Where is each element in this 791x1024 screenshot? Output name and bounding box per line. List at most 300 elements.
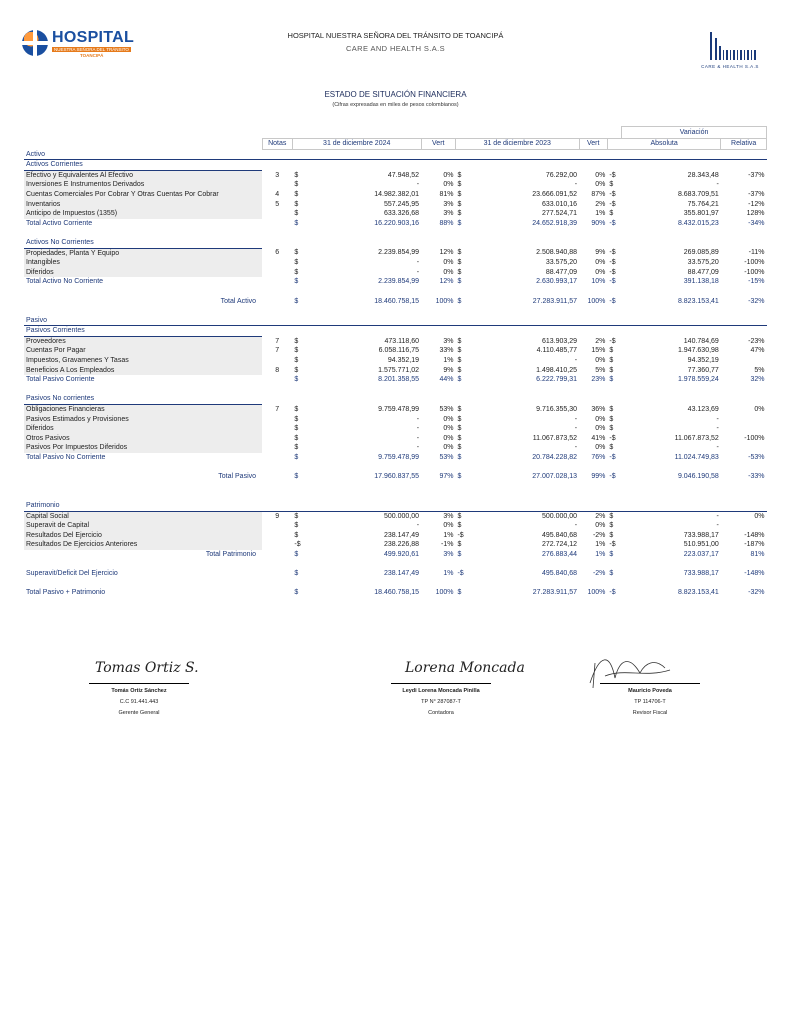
currency-2024: $ — [294, 473, 299, 481]
abs-variation: 355.801,97 — [683, 210, 719, 218]
row-label: Otros Pasivos — [24, 434, 262, 444]
nota — [262, 375, 292, 385]
abs-variation: 9.046.190,58 — [677, 473, 719, 481]
signer-role: Gerente General — [118, 710, 160, 716]
absoluta-header: Absoluta — [607, 139, 720, 150]
value-2023: 27.283.911,57 — [532, 589, 578, 597]
report-subtitle: (Cifras expresadas en miles de pesos colombianos) — [332, 102, 459, 108]
total-row — [24, 550, 767, 560]
year-2023-header: 31 de diciembre 2023 — [455, 139, 579, 150]
value-2023: 6.222.799,31 — [536, 376, 578, 384]
value-2024: 2.239.854,99 — [378, 278, 420, 286]
line-item-row — [24, 415, 767, 425]
total-row — [24, 297, 767, 307]
signer-name: Tomás Ortiz Sánchez — [111, 688, 167, 694]
currency-var: $ — [609, 366, 614, 374]
abs-variation: 8.823.153,41 — [677, 589, 719, 597]
spacer-row — [24, 385, 767, 395]
vert-2024: 12% — [439, 278, 454, 286]
vert-2024: 53% — [439, 454, 454, 461]
row-label: Resultados Del Ejercicio — [24, 531, 262, 541]
currency-2024: $ — [294, 512, 299, 520]
nota — [262, 453, 292, 463]
value-2024: 17.960.837,55 — [374, 473, 420, 481]
nota — [262, 434, 292, 444]
vert-2024: 33% — [439, 347, 454, 355]
currency-2024: $ — [294, 454, 299, 461]
currency-2023: $ — [457, 190, 462, 198]
rel-variation — [721, 424, 767, 434]
abs-variation: 94.352,19 — [687, 357, 719, 365]
vert-2024: 12% — [439, 249, 454, 257]
rel-variation: -32% — [748, 589, 765, 597]
rel-variation: -37% — [748, 190, 765, 198]
row-label: Total Pasivo No Corriente — [26, 454, 106, 461]
signature-script-gerente: Tomas Ortiz S. — [95, 660, 199, 676]
value-2024: - — [416, 425, 420, 433]
row-label: Total Activo — [220, 297, 257, 305]
currency-2024: $ — [294, 268, 299, 276]
vert-2023: 0% — [595, 415, 606, 423]
vert-2024: 44% — [439, 376, 454, 384]
currency-2024: $ — [294, 219, 299, 227]
abs-variation: - — [716, 415, 719, 423]
subtotal-row — [24, 219, 767, 229]
value-2024: 18.460.758,15 — [374, 297, 420, 305]
rel-variation: -100% — [744, 268, 765, 276]
vert-2023: 23% — [591, 376, 606, 384]
currency-2024: $ — [294, 376, 299, 384]
year-2024-header: 31 de diciembre 2024 — [292, 139, 421, 150]
currency-2024: $ — [294, 297, 299, 305]
signer-name: Mauricio Poveda — [628, 688, 672, 694]
vert-2024: 3% — [443, 337, 454, 345]
subtotal-row — [24, 277, 767, 287]
nota: 7 — [275, 337, 280, 345]
vert-2024: 3% — [443, 550, 454, 558]
nota: 7 — [275, 405, 280, 413]
nota — [262, 588, 292, 598]
vert-2024-header: Vert — [421, 139, 455, 150]
value-2023: - — [574, 181, 578, 189]
currency-2024: $ — [294, 210, 299, 218]
section-header — [24, 394, 767, 404]
line-item-row — [24, 424, 767, 434]
currency-2023: $ — [457, 550, 462, 558]
nota: 9 — [275, 512, 280, 520]
line-item-row — [24, 258, 767, 268]
abs-variation: 140.784,69 — [683, 337, 719, 345]
value-2023: 27.007.028,13 — [532, 473, 578, 481]
rel-variation: -12% — [748, 200, 765, 208]
vert-2023: 1% — [595, 550, 606, 558]
line-item-row — [24, 443, 767, 453]
currency-var: -$ — [609, 249, 616, 257]
vert-2024: 100% — [435, 297, 454, 305]
currency-var: -$ — [609, 278, 616, 286]
rel-variation: 81% — [750, 550, 765, 558]
financial-statement-table — [24, 126, 767, 598]
value-2023: - — [574, 415, 578, 423]
row-label: Propiedades, Planta Y Equipo — [24, 248, 262, 258]
line-item-row — [24, 209, 767, 219]
rel-variation: -32% — [748, 297, 765, 305]
nota — [262, 415, 292, 425]
value-2024: 8.201.358,55 — [378, 376, 420, 384]
line-item-row — [24, 180, 767, 190]
nota — [262, 277, 292, 287]
row-label: Anticipo de Impuestos (1355) — [24, 209, 262, 219]
value-2023: 33.575,20 — [545, 259, 578, 267]
value-2023: 277.524,71 — [541, 210, 578, 218]
spacer-row — [24, 579, 767, 589]
nota — [262, 424, 292, 434]
signer-name: Leydi Lorena Moncada Pinilla — [402, 688, 480, 694]
vert-2023: 0% — [595, 268, 606, 276]
row-label: Pasivos Por Impuestos Diferidos — [24, 443, 262, 453]
vert-2024: 0% — [443, 259, 454, 267]
vert-2024: 97% — [439, 473, 454, 481]
abs-variation: 510.951,00 — [683, 541, 719, 549]
currency-2024: $ — [294, 190, 299, 198]
vert-2024: 0% — [443, 434, 454, 442]
signer-id: TP N° 287087-T — [421, 699, 461, 705]
abs-variation: - — [716, 425, 719, 433]
currency-2024: $ — [294, 357, 299, 365]
row-label: Pasivos Estimados y Provisiones — [24, 415, 262, 425]
nota: 5 — [275, 200, 280, 208]
vert-2023: 10% — [591, 278, 606, 286]
subtotal-row — [24, 375, 767, 385]
value-2023: - — [574, 522, 578, 530]
currency-2024: $ — [294, 171, 299, 179]
report-title: ESTADO DE SITUACIÓN FINANCIERA — [324, 90, 467, 99]
vert-2023: 5% — [595, 366, 606, 374]
nota: 3 — [275, 171, 280, 179]
currency-var: -$ — [609, 337, 616, 345]
abs-variation: 1.978.559,24 — [677, 376, 719, 384]
nota — [262, 521, 292, 531]
vert-2024: 100% — [435, 589, 454, 597]
currency-2023: $ — [457, 541, 462, 549]
vert-2023: 2% — [595, 337, 606, 345]
currency-2024: $ — [294, 249, 299, 257]
currency-2023: $ — [457, 366, 462, 374]
currency-2024: $ — [294, 200, 299, 208]
vert-2023: 90% — [591, 219, 606, 227]
rel-variation: -100% — [744, 434, 765, 442]
row-label: Total Patrimonio — [205, 550, 257, 558]
currency-var: -$ — [609, 589, 616, 597]
value-2023: 2.630.993,17 — [536, 278, 578, 286]
line-item-row — [24, 356, 767, 366]
abs-variation: 223.037,17 — [683, 550, 719, 558]
currency-var: $ — [609, 210, 614, 218]
column-header-row — [24, 139, 767, 150]
nota: 6 — [275, 249, 280, 257]
value-2023: 2.508.940,88 — [536, 249, 578, 257]
value-2023: 495.840,68 — [541, 570, 578, 578]
rel-variation: -187% — [744, 541, 765, 549]
vert-2023: 87% — [591, 190, 606, 198]
care-health-logo-text: CARE & HEALTH S.A.S — [701, 64, 759, 69]
logo-subtitle: NUESTRA SEÑORA DEL TRÁNSITO — [54, 47, 129, 52]
currency-2024: $ — [294, 522, 299, 530]
vert-2023: 99% — [591, 473, 606, 481]
abs-variation: - — [716, 444, 719, 452]
nota: 7 — [275, 347, 280, 355]
value-2023: 272.724,12 — [541, 541, 578, 549]
currency-2024: $ — [294, 181, 299, 189]
row-label: Pasivos Corrientes — [24, 326, 262, 337]
row-label: Total Pasivo + Patrimonio — [26, 589, 106, 597]
currency-2023: $ — [457, 171, 462, 179]
vert-2023: 0% — [595, 171, 606, 179]
row-label: Total Activo No Corriente — [26, 278, 104, 286]
currency-2024: $ — [294, 531, 299, 539]
vert-2024: 53% — [439, 405, 454, 413]
row-label: Pasivo — [24, 316, 767, 326]
currency-var: -$ — [609, 190, 616, 198]
vert-2024: 9% — [443, 366, 454, 374]
vert-2024: 3% — [443, 210, 454, 218]
rel-variation — [721, 415, 767, 425]
spacer-row — [24, 491, 767, 501]
currency-var: -$ — [609, 171, 616, 179]
signature-gerente — [64, 683, 214, 716]
row-label: Diferidos — [24, 424, 262, 434]
section-header — [24, 326, 767, 337]
vert-2023: 0% — [595, 181, 606, 189]
vert-2024: 0% — [443, 171, 454, 179]
currency-var: $ — [609, 522, 614, 530]
value-2024: 47.948,52 — [387, 171, 420, 179]
currency-var: $ — [609, 570, 614, 578]
line-item-row — [24, 521, 767, 531]
value-2024: 9.759.478,99 — [378, 405, 420, 413]
row-label: Total Pasivo — [218, 473, 257, 481]
row-label: Total Pasivo Corriente — [26, 376, 95, 384]
vert-2023: 1% — [595, 541, 606, 549]
rel-variation: 32% — [750, 376, 765, 384]
value-2023: 88.477,09 — [545, 268, 578, 276]
row-label: Total Activo Corriente — [26, 219, 93, 227]
nota — [262, 550, 292, 560]
signer-id: C.C 91.441.443 — [119, 699, 159, 705]
value-2024: - — [416, 259, 420, 267]
total-row — [24, 472, 767, 482]
currency-var: -$ — [609, 219, 616, 227]
value-2023: 20.784.228,82 — [532, 454, 578, 461]
abs-variation: 269.085,89 — [683, 249, 719, 257]
nota — [262, 297, 292, 307]
vert-2024: 0% — [443, 415, 454, 423]
currency-var: -$ — [609, 259, 616, 267]
vert-2023: 76% — [591, 454, 606, 461]
rel-variation: 0% — [754, 405, 765, 413]
line-item-row — [24, 531, 767, 541]
variacion-header: Variación — [622, 127, 767, 139]
currency-var: -$ — [609, 473, 616, 481]
rel-variation: -148% — [744, 570, 765, 578]
currency-var: $ — [609, 415, 614, 423]
currency-var: -$ — [609, 297, 616, 305]
rel-variation: -148% — [744, 531, 765, 539]
vert-2023: 100% — [587, 589, 606, 597]
currency-var: $ — [609, 550, 614, 558]
currency-2024: $ — [294, 415, 299, 423]
row-label: Pasivos No corrientes — [24, 394, 262, 404]
currency-2023: $ — [457, 415, 462, 423]
vert-2023: -2% — [592, 570, 606, 578]
currency-2023: $ — [457, 473, 462, 481]
line-item-row — [24, 190, 767, 200]
currency-2023: $ — [457, 181, 462, 189]
nota — [262, 209, 292, 219]
currency-var: $ — [609, 444, 614, 452]
variacion-header-row — [24, 127, 767, 139]
value-2024: 16.220.903,16 — [374, 219, 420, 227]
abs-variation: - — [716, 512, 719, 520]
row-label: Patrimonio — [24, 501, 767, 511]
currency-var: -$ — [609, 434, 616, 442]
value-2024: 238.226,88 — [383, 541, 420, 549]
line-item-row — [24, 268, 767, 278]
currency-var: $ — [609, 376, 614, 384]
vert-2024: 3% — [443, 512, 454, 520]
currency-2023: $ — [457, 357, 462, 365]
currency-2023: $ — [457, 259, 462, 267]
value-2024: - — [416, 444, 420, 452]
currency-var: $ — [609, 357, 614, 365]
currency-var: -$ — [609, 268, 616, 276]
abs-variation: 733.988,17 — [683, 570, 719, 578]
nota — [262, 472, 292, 482]
abs-variation: 1.947.630,98 — [677, 347, 719, 355]
line-item-row — [24, 346, 767, 356]
currency-2023: $ — [457, 425, 462, 433]
value-2023: - — [574, 425, 578, 433]
vert-2024: 0% — [443, 181, 454, 189]
logo-word: HOSPITAL — [52, 29, 135, 46]
value-2023: 613.903,29 — [541, 337, 578, 345]
signer-role: Contadora — [428, 710, 454, 716]
line-item-row — [24, 540, 767, 550]
spacer-row — [24, 287, 767, 297]
currency-2024: $ — [294, 550, 299, 558]
vert-2023: 0% — [595, 444, 606, 452]
value-2024: 238.147,49 — [383, 570, 420, 578]
rel-variation: -23% — [748, 337, 765, 345]
currency-2024: $ — [294, 434, 299, 442]
spacer-row — [24, 482, 767, 492]
value-2023: 495.840,68 — [541, 531, 578, 539]
vert-2023: 1% — [595, 210, 606, 218]
value-2023: - — [574, 357, 578, 365]
currency-2023: $ — [457, 219, 462, 227]
rel-variation: 128% — [746, 210, 765, 218]
currency-2023: $ — [457, 512, 462, 520]
currency-2023: $ — [457, 268, 462, 276]
row-label: Impuestos, Gravamenes Y Tasas — [24, 356, 262, 366]
currency-2023: $ — [457, 405, 462, 413]
value-2023: 23.666.091,52 — [532, 190, 578, 198]
currency-2024: $ — [294, 570, 299, 578]
spacer-row — [24, 228, 767, 238]
section-header — [24, 238, 767, 248]
value-2023: 500.000,00 — [541, 512, 578, 520]
rel-variation: -33% — [748, 473, 765, 481]
nota: 8 — [275, 366, 280, 374]
signer-id: TP 114706-T — [634, 699, 666, 705]
notas-header: Notas — [262, 139, 292, 150]
value-2024: - — [416, 415, 420, 423]
row-label: Proveedores — [24, 336, 262, 346]
nota — [262, 540, 292, 550]
currency-2023: $ — [457, 522, 462, 530]
line-item-row — [24, 170, 767, 180]
value-2024: 557.245,95 — [383, 200, 420, 208]
row-label: Activo — [24, 149, 767, 160]
abs-variation: - — [716, 181, 719, 189]
currency-2023: $ — [457, 376, 462, 384]
row-label: Inventarios — [24, 200, 262, 210]
vert-2024: 0% — [443, 522, 454, 530]
row-label: Resultados De Ejercicios Anteriores — [24, 540, 262, 550]
company-name: CARE AND HEALTH S.A.S — [345, 44, 446, 53]
currency-2024: -$ — [294, 541, 301, 549]
row-label: Obligaciones Financieras — [24, 405, 262, 415]
currency-2023: $ — [457, 347, 462, 355]
currency-2023: $ — [457, 278, 462, 286]
row-label: Superavit de Capital — [24, 521, 262, 531]
nota — [262, 219, 292, 229]
value-2023: 276.883,44 — [541, 550, 578, 558]
currency-2024: $ — [294, 425, 299, 433]
row-label: Efectivo y Equivalentes Al Efectivo — [24, 170, 262, 180]
nota — [262, 268, 292, 278]
vert-2023: -2% — [592, 531, 606, 539]
rel-variation — [721, 443, 767, 453]
nota — [262, 258, 292, 268]
rel-variation: -15% — [748, 278, 765, 286]
vert-2023: 0% — [595, 357, 606, 365]
value-2023: 633.010,16 — [541, 200, 578, 208]
abs-variation: 733.988,17 — [683, 531, 719, 539]
currency-2023: -$ — [457, 570, 464, 578]
vert-2023: 0% — [595, 522, 606, 530]
summary-row — [24, 588, 767, 598]
value-2024: 633.326,68 — [383, 210, 420, 218]
currency-2023: $ — [457, 444, 462, 452]
logo-town: TOANCIPÁ — [80, 53, 104, 58]
subtotal-row — [24, 453, 767, 463]
value-2024: 1.575.771,02 — [378, 366, 420, 374]
nota — [262, 443, 292, 453]
major-section-header — [24, 149, 767, 160]
vert-2023-header: Vert — [579, 139, 607, 150]
nota — [262, 569, 292, 579]
currency-var: -$ — [609, 541, 616, 549]
value-2023: 4.110.485,77 — [536, 347, 578, 355]
value-2023: 76.292,00 — [545, 171, 578, 179]
vert-2023: 9% — [595, 249, 606, 257]
vert-2024: 0% — [443, 425, 454, 433]
row-label: Inversiones E Instrumentos Derivados — [24, 180, 262, 190]
relativa-header: Relativa — [721, 139, 767, 150]
rel-variation: -34% — [748, 219, 765, 227]
value-2024: - — [416, 268, 420, 276]
